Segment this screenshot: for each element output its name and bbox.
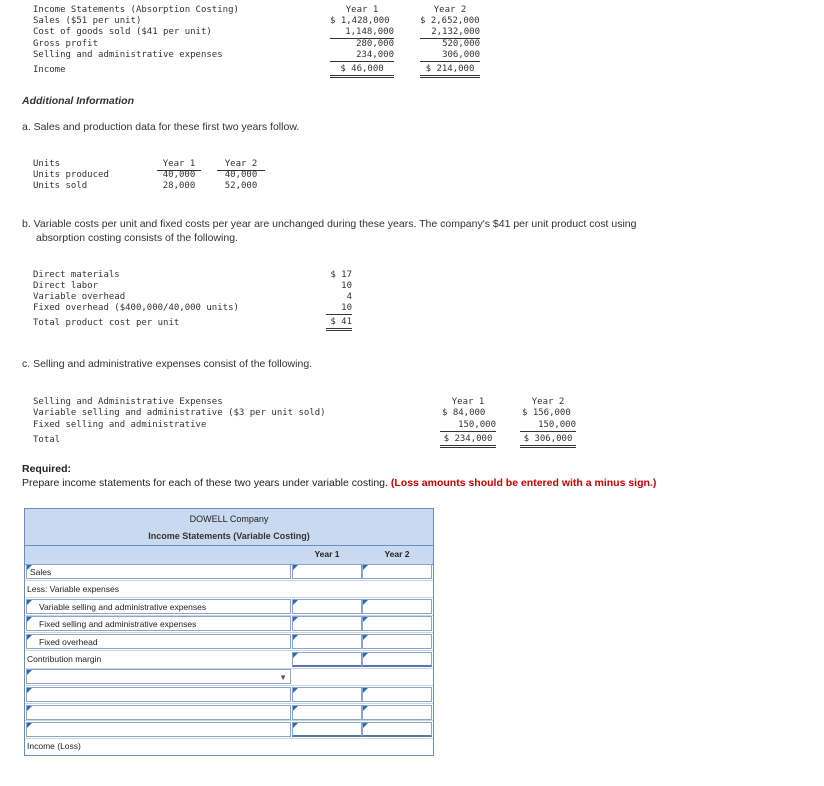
para-b-line2: absorption costing consists of the following. [36,232,238,244]
absorption-y1: 1,148,000 [330,27,394,39]
sa-title: Selling and Administrative Expenses [33,397,223,407]
absorption-label: Cost of goods sold ($41 per unit) [33,27,212,37]
sales-label[interactable]: Sales [26,564,291,579]
blank-year2-input-3[interactable] [362,722,432,737]
absorption-title: Income Statements (Absorption Costing) [33,5,239,15]
absorption-col-year1: Year 1 [345,5,379,15]
sa-label: Variable selling and administrative ($3 per unit sold) [33,408,326,418]
units-col-year1: Year 1 [157,159,201,171]
product-cost-label: Direct labor [33,281,99,291]
units-y1: 40,000 [162,170,196,180]
form-divider [25,685,433,686]
sa-y1: $ 84,000 [442,408,486,418]
sa-y2: $ 306,000 [520,434,576,448]
blank-year2-input-2[interactable] [362,705,432,720]
fixed-overhead-label[interactable]: Fixed overhead [26,634,291,649]
form-col-year2: Year 2 [384,549,410,559]
product-cost-value: $ 17 [330,270,352,280]
form-col-year1: Year 1 [314,549,340,559]
sa-col-year1: Year 1 [451,397,485,407]
units-y1: 28,000 [162,181,196,191]
form-title: Income Statements (Variable Costing) [148,531,310,541]
variable-sa-year1-input[interactable] [292,599,362,614]
absorption-y2: 2,132,000 [420,27,480,39]
contribution-margin-year1-input[interactable] [292,652,362,667]
required-note: (Loss amounts should be entered with a minus sign.) [390,477,657,489]
blank-label-1[interactable] [26,687,291,702]
form-header [25,509,433,546]
absorption-y2: $ 214,000 [420,64,480,78]
product-cost-label: Total product cost per unit [33,318,180,328]
product-cost-label: Direct materials [33,270,120,280]
absorption-y1: 280,000 [356,39,394,49]
form-col-header [25,546,433,565]
sa-y2: 150,000 [520,420,576,432]
units-label: Units produced [33,170,109,180]
chevron-down-icon: ▼ [279,673,287,682]
product-cost-value: $ 41 [326,317,352,331]
units-col-year2: Year 2 [217,159,265,171]
absorption-col-year2: Year 2 [433,5,467,15]
sa-label: Fixed selling and administrative [33,420,207,430]
sa-col-year2: Year 2 [531,397,565,407]
product-cost-value: 4 [346,292,352,302]
fixed-sa-label[interactable]: Fixed selling and administrative expenses [26,616,291,631]
variable-sa-year2-input[interactable] [362,599,432,614]
absorption-y1: $ 1,428,000 [330,16,390,26]
absorption-label: Selling and administrative expenses [33,50,223,60]
sa-y1: 150,000 [440,420,496,432]
form-divider [25,703,433,704]
variable-sa-label[interactable]: Variable selling and administrative expenses [26,599,291,614]
units-y2: 52,000 [224,181,258,191]
absorption-y2: 520,000 [442,39,480,49]
form-divider [25,720,433,721]
contribution-margin-label: Contribution margin [27,654,102,664]
product-cost-label: Fixed overhead ($400,000/40,000 units) [33,303,239,313]
contribution-margin-year2-input[interactable] [362,652,432,667]
sa-y1: $ 234,000 [440,434,496,448]
absorption-y2: $ 2,652,000 [420,16,480,26]
expense-select[interactable] [26,669,291,684]
blank-label-3[interactable] [26,722,291,737]
blank-year1-input-2[interactable] [292,705,362,720]
blank-label-2[interactable] [26,705,291,720]
form-company: DOWELL Company [189,514,269,524]
required-label: Required: [22,463,72,475]
para-c: c. Selling and administrative expenses consist of the following. [22,358,313,370]
absorption-y1: 234,000 [330,50,394,62]
product-cost-value: 10 [341,281,352,291]
absorption-label: Gross profit [33,39,99,49]
variable-costing-form [24,508,434,756]
sales-year1-input[interactable] [292,564,362,579]
less-variable-label: Less: Variable expenses [27,584,119,594]
fixed-sa-year2-input[interactable] [362,616,432,631]
absorption-label: Income [33,65,66,75]
fixed-overhead-year2-input[interactable] [362,634,432,649]
form-divider [25,597,433,598]
absorption-y1: $ 46,000 [330,64,394,78]
blank-year1-input-3[interactable] [292,722,362,737]
units-y2: 40,000 [224,170,258,180]
product-cost-label: Variable overhead [33,292,126,302]
form-divider [25,632,433,633]
para-b-line1: b. Variable costs per unit and fixed costs per year are unchanged during these years. The company's $41 per unit product cost using [22,218,637,230]
income-loss-label: Income (Loss) [27,741,81,751]
para-a: a. Sales and production data for these first two years follow. [22,121,300,133]
additional-info-heading: Additional Information [22,95,134,107]
units-header: Units [33,159,61,169]
units-label: Units sold [33,181,88,191]
sales-year2-input[interactable] [362,564,432,579]
form-divider [25,580,433,581]
fixed-sa-year1-input[interactable] [292,616,362,631]
required-text: Prepare income statements for each of these two years under variable costing. [22,477,388,489]
product-cost-value: 10 [326,303,352,315]
required-instruction [22,477,656,489]
sa-label: Total [33,435,61,445]
blank-year1-input-1[interactable] [292,687,362,702]
absorption-y2: 306,000 [420,50,480,62]
form-divider [25,650,433,651]
absorption-label: Sales ($51 per unit) [33,16,142,26]
blank-year2-input-1[interactable] [362,687,432,702]
fixed-overhead-year1-input[interactable] [292,634,362,649]
sa-y2: $ 156,000 [522,408,571,418]
